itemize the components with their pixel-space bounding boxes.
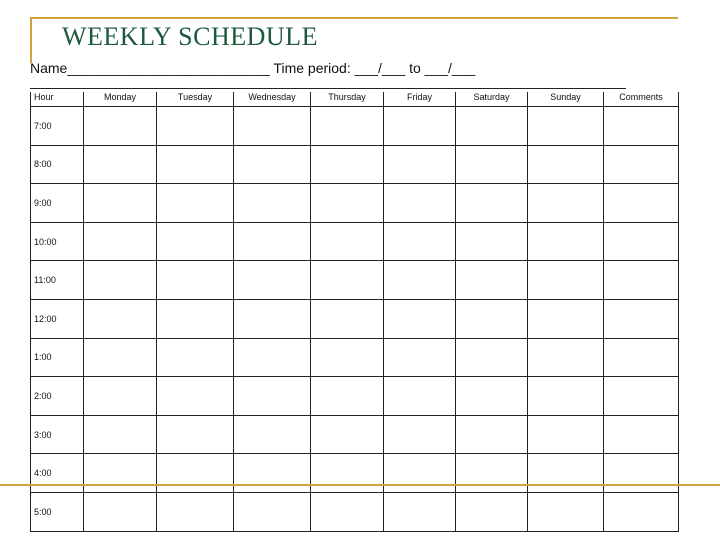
time-label: 10:00 bbox=[31, 222, 84, 261]
cell-comments[interactable] bbox=[604, 492, 679, 531]
cell-wednesday[interactable] bbox=[234, 454, 311, 493]
cell-monday[interactable] bbox=[84, 338, 157, 377]
cell-friday[interactable] bbox=[384, 261, 456, 300]
time-slot-row bbox=[31, 338, 679, 377]
cell-tuesday[interactable] bbox=[157, 454, 234, 493]
column-header-sunday: Sunday bbox=[528, 92, 604, 107]
cell-thursday[interactable] bbox=[311, 492, 384, 531]
time-label: 4:00 bbox=[31, 454, 84, 493]
cell-sunday[interactable] bbox=[528, 415, 604, 454]
column-header-thursday: Thursday bbox=[311, 92, 384, 107]
cell-saturday[interactable] bbox=[456, 415, 528, 454]
cell-thursday[interactable] bbox=[311, 184, 384, 223]
cell-tuesday[interactable] bbox=[157, 492, 234, 531]
cell-comments[interactable] bbox=[604, 261, 679, 300]
header-underline bbox=[30, 88, 626, 89]
cell-monday[interactable] bbox=[84, 184, 157, 223]
cell-tuesday[interactable] bbox=[157, 107, 234, 146]
column-header-friday: Friday bbox=[384, 92, 456, 107]
cell-saturday[interactable] bbox=[456, 492, 528, 531]
time-slot-row bbox=[31, 184, 679, 223]
cell-saturday[interactable] bbox=[456, 338, 528, 377]
cell-saturday[interactable] bbox=[456, 454, 528, 493]
cell-tuesday[interactable] bbox=[157, 145, 234, 184]
cell-friday[interactable] bbox=[384, 338, 456, 377]
cell-thursday[interactable] bbox=[311, 338, 384, 377]
cell-sunday[interactable] bbox=[528, 492, 604, 531]
cell-tuesday[interactable] bbox=[157, 184, 234, 223]
time-label: 1:00 bbox=[31, 338, 84, 377]
cell-saturday[interactable] bbox=[456, 261, 528, 300]
cell-comments[interactable] bbox=[604, 338, 679, 377]
cell-wednesday[interactable] bbox=[234, 377, 311, 416]
cell-monday[interactable] bbox=[84, 415, 157, 454]
cell-monday[interactable] bbox=[84, 377, 157, 416]
cell-comments[interactable] bbox=[604, 107, 679, 146]
cell-friday[interactable] bbox=[384, 299, 456, 338]
time-label: 2:00 bbox=[31, 377, 84, 416]
cell-thursday[interactable] bbox=[311, 415, 384, 454]
cell-wednesday[interactable] bbox=[234, 299, 311, 338]
cell-monday[interactable] bbox=[84, 492, 157, 531]
cell-tuesday[interactable] bbox=[157, 377, 234, 416]
time-label: 3:00 bbox=[31, 415, 84, 454]
schedule-table bbox=[30, 92, 679, 532]
cell-monday[interactable] bbox=[84, 261, 157, 300]
cell-tuesday[interactable] bbox=[157, 415, 234, 454]
column-header-saturday: Saturday bbox=[456, 92, 528, 107]
cell-sunday[interactable] bbox=[528, 107, 604, 146]
time-slot-row bbox=[31, 261, 679, 300]
cell-saturday[interactable] bbox=[456, 299, 528, 338]
cell-sunday[interactable] bbox=[528, 184, 604, 223]
time-slot-row bbox=[31, 415, 679, 454]
page-title: WEEKLY SCHEDULE bbox=[62, 22, 318, 51]
cell-monday[interactable] bbox=[84, 454, 157, 493]
cell-friday[interactable] bbox=[384, 222, 456, 261]
time-slot-row bbox=[31, 492, 679, 531]
cell-sunday[interactable] bbox=[528, 377, 604, 416]
header-row bbox=[31, 92, 679, 107]
cell-thursday[interactable] bbox=[311, 145, 384, 184]
cell-wednesday[interactable] bbox=[234, 145, 311, 184]
cell-comments[interactable] bbox=[604, 145, 679, 184]
cell-tuesday[interactable] bbox=[157, 299, 234, 338]
cell-comments[interactable] bbox=[604, 377, 679, 416]
cell-saturday[interactable] bbox=[456, 107, 528, 146]
left-accent-rule bbox=[30, 17, 32, 63]
cell-wednesday[interactable] bbox=[234, 184, 311, 223]
cell-thursday[interactable] bbox=[311, 261, 384, 300]
cell-friday[interactable] bbox=[384, 492, 456, 531]
cell-comments[interactable] bbox=[604, 415, 679, 454]
top-accent-rule bbox=[30, 17, 678, 19]
time-label: 9:00 bbox=[31, 184, 84, 223]
cell-monday[interactable] bbox=[84, 145, 157, 184]
time-label: 5:00 bbox=[31, 492, 84, 531]
column-header-hour: Hour bbox=[31, 92, 84, 107]
cell-thursday[interactable] bbox=[311, 299, 384, 338]
cell-saturday[interactable] bbox=[456, 145, 528, 184]
cell-wednesday[interactable] bbox=[234, 492, 311, 531]
cell-friday[interactable] bbox=[384, 107, 456, 146]
cell-friday[interactable] bbox=[384, 184, 456, 223]
cell-tuesday[interactable] bbox=[157, 261, 234, 300]
cell-friday[interactable] bbox=[384, 415, 456, 454]
cell-comments[interactable] bbox=[604, 299, 679, 338]
cell-wednesday[interactable] bbox=[234, 338, 311, 377]
name-and-period-line[interactable]: Name__________________________ Time period: ___/___ to ___/___ bbox=[30, 60, 476, 76]
time-slot-row bbox=[31, 377, 679, 416]
cell-sunday[interactable] bbox=[528, 261, 604, 300]
time-label: 12:00 bbox=[31, 299, 84, 338]
cell-wednesday[interactable] bbox=[234, 222, 311, 261]
column-header-wednesday: Wednesday bbox=[234, 92, 311, 107]
time-slot-row bbox=[31, 222, 679, 261]
cell-wednesday[interactable] bbox=[234, 415, 311, 454]
time-label: 8:00 bbox=[31, 145, 84, 184]
time-slot-row bbox=[31, 299, 679, 338]
cell-monday[interactable] bbox=[84, 299, 157, 338]
time-label: 7:00 bbox=[31, 107, 84, 146]
cell-comments[interactable] bbox=[604, 222, 679, 261]
cell-thursday[interactable] bbox=[311, 222, 384, 261]
cell-wednesday[interactable] bbox=[234, 107, 311, 146]
cell-tuesday[interactable] bbox=[157, 222, 234, 261]
schedule-body bbox=[31, 107, 679, 532]
cell-thursday[interactable] bbox=[311, 454, 384, 493]
cell-monday[interactable] bbox=[84, 222, 157, 261]
cell-thursday[interactable] bbox=[311, 107, 384, 146]
cell-sunday[interactable] bbox=[528, 454, 604, 493]
cell-thursday[interactable] bbox=[311, 377, 384, 416]
cell-saturday[interactable] bbox=[456, 222, 528, 261]
cell-sunday[interactable] bbox=[528, 222, 604, 261]
cell-comments[interactable] bbox=[604, 184, 679, 223]
time-slot-row bbox=[31, 454, 679, 493]
cell-monday[interactable] bbox=[84, 107, 157, 146]
column-header-tuesday: Tuesday bbox=[157, 92, 234, 107]
cell-friday[interactable] bbox=[384, 145, 456, 184]
time-slot-row bbox=[31, 107, 679, 146]
cell-sunday[interactable] bbox=[528, 145, 604, 184]
time-label: 11:00 bbox=[31, 261, 84, 300]
column-header-comments: Comments bbox=[604, 92, 679, 107]
cell-wednesday[interactable] bbox=[234, 261, 311, 300]
time-slot-row bbox=[31, 145, 679, 184]
cell-saturday[interactable] bbox=[456, 184, 528, 223]
cell-friday[interactable] bbox=[384, 377, 456, 416]
cell-sunday[interactable] bbox=[528, 299, 604, 338]
cell-friday[interactable] bbox=[384, 454, 456, 493]
cell-sunday[interactable] bbox=[528, 338, 604, 377]
cell-comments[interactable] bbox=[604, 454, 679, 493]
column-header-monday: Monday bbox=[84, 92, 157, 107]
cell-saturday[interactable] bbox=[456, 377, 528, 416]
bottom-accent-rule bbox=[0, 484, 720, 486]
cell-tuesday[interactable] bbox=[157, 338, 234, 377]
